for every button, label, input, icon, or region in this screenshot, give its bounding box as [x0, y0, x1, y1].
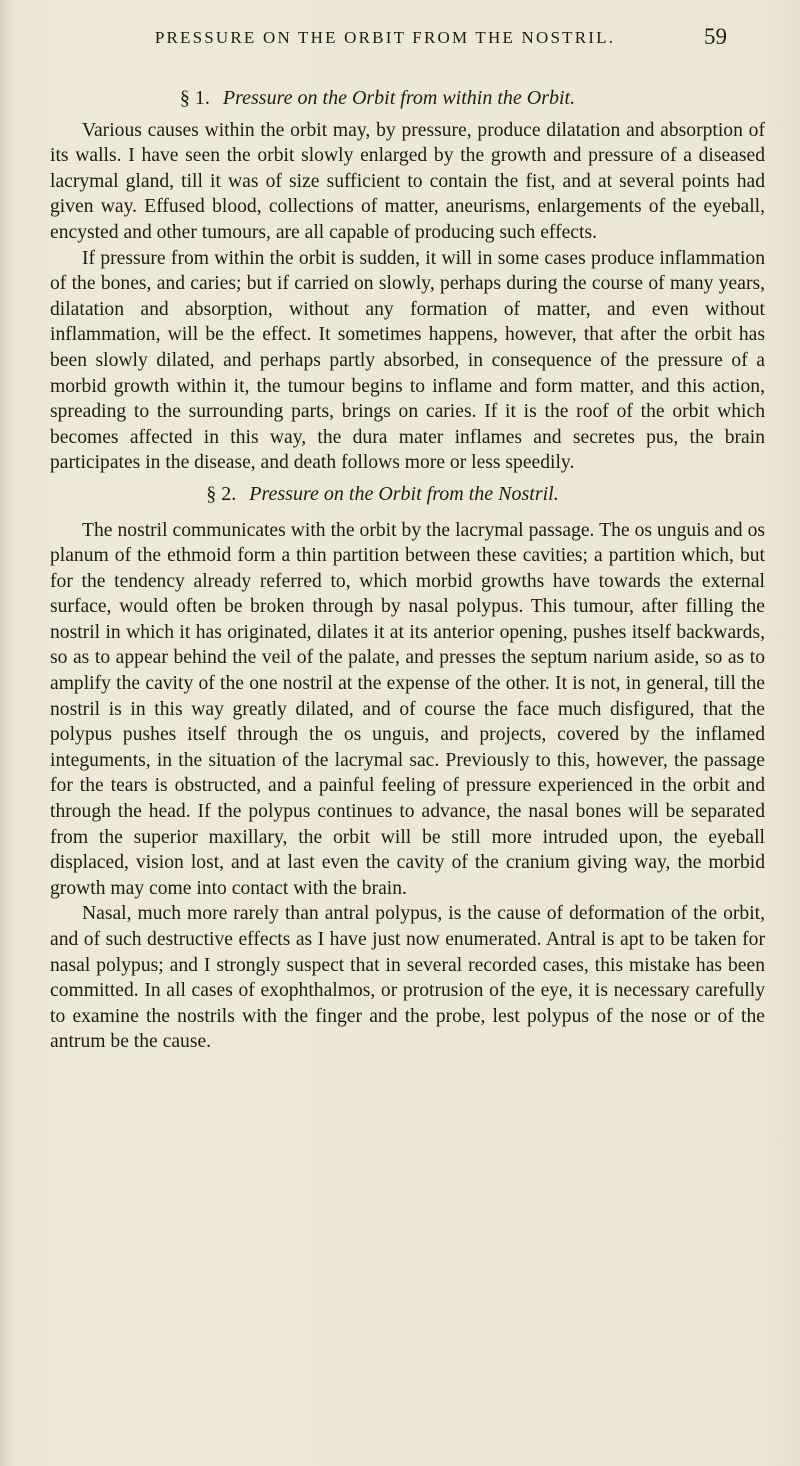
page-number: 59 — [704, 24, 727, 49]
paragraph: The nostril communicates with the orbit by the lacrymal passage. The os unguis and os planum of the ethmoid form a thin partition between these cavities; a partition which, but for the tendency already referred to, which morbid growths have towards the external surface, would often be broken through by nasal polypus. This tumour, after filling the nostril in which it has originated, dilates it at its anterior opening, pushes itself backwards, so as to appear behind the veil of the palate, and presses the septum narium aside, so as to amplify the cavity of the one nostril at the expense of the other. It is not, in general, till the nostril is in this way greatly dilated, and of course the face much disfigured, that the polypus pushes itself through the os unguis, and projects, covered by the inflamed integuments, in the situation of the lacrymal sac. Previously to this, however, the passage for the tears is obstructed, and a painful feeling of pressure experienced in the orbit and through the head. If the polypus continues to advance, the nasal bones will be separated from the superior maxillary, the orbit will be still more intruded upon, the eyeball displaced, vision lost, and at last even the cavity of the cranium giving way, the morbid growth may come into contact with the brain. — [50, 519, 765, 899]
section-heading — [50, 86, 765, 112]
paragraph: If pressure from within the orbit is sudden, it will in some cases produce inflammation of the bones, and caries; but if carried on slowly, perhaps during the course of many years, dilatation and absorption, without any formation of matter, and even without inflammation, will be the effect. It sometimes happens, however, that after the orbit has been slowly dilated, and perhaps partly absorbed, in consequence of the pressure of a morbid growth within it, the tumour begins to inflame and form matter, and this action, spreading to the surrounding parts, brings on caries. If it is the roof of the orbit which becomes affected in this way, the dura mater inflames and secretes pus, the brain participates in the disease, and death follows more or less speedily. — [50, 247, 765, 474]
section-number: § 1. — [179, 87, 210, 109]
section-heading — [50, 482, 765, 508]
paragraph: Various causes within the orbit may, by pressure, produce dilatation and absorption of its walls. I have seen the orbit slowly enlarged by the growth and pressure of a diseased lacrymal gland, till it was of size sufficient to contain the fist, and at several points had given way. Effused blood, collections of matter, aneurisms, enlargements of the eyeball, encysted and other tumours, are all capable of producing such effects. — [50, 119, 765, 243]
section-title: Pressure on the Orbit from within the Orbit. — [222, 87, 576, 109]
paragraph: Nasal, much more rarely than antral polypus, is the cause of deformation of the orbit, and of such destructive effects as I have just now enumerated. Antral is apt to be taken for nasal polypus; and I strongly suspect that in several recorded cases, this mistake has been committed. In all cases of exophthalmos, or protrusion of the eye, it is necessary carefully to examine the nostrils with the finger and the probe, lest polypus of the nose or of the antrum be the cause. — [50, 903, 765, 1053]
section-title: Pressure on the Orbit from the Nostril. — [249, 482, 559, 505]
section-number: § 2. — [206, 482, 237, 505]
body-text — [50, 86, 765, 1055]
running-title: PRESSURE ON THE ORBIT FROM THE NOSTRIL. — [154, 28, 616, 47]
